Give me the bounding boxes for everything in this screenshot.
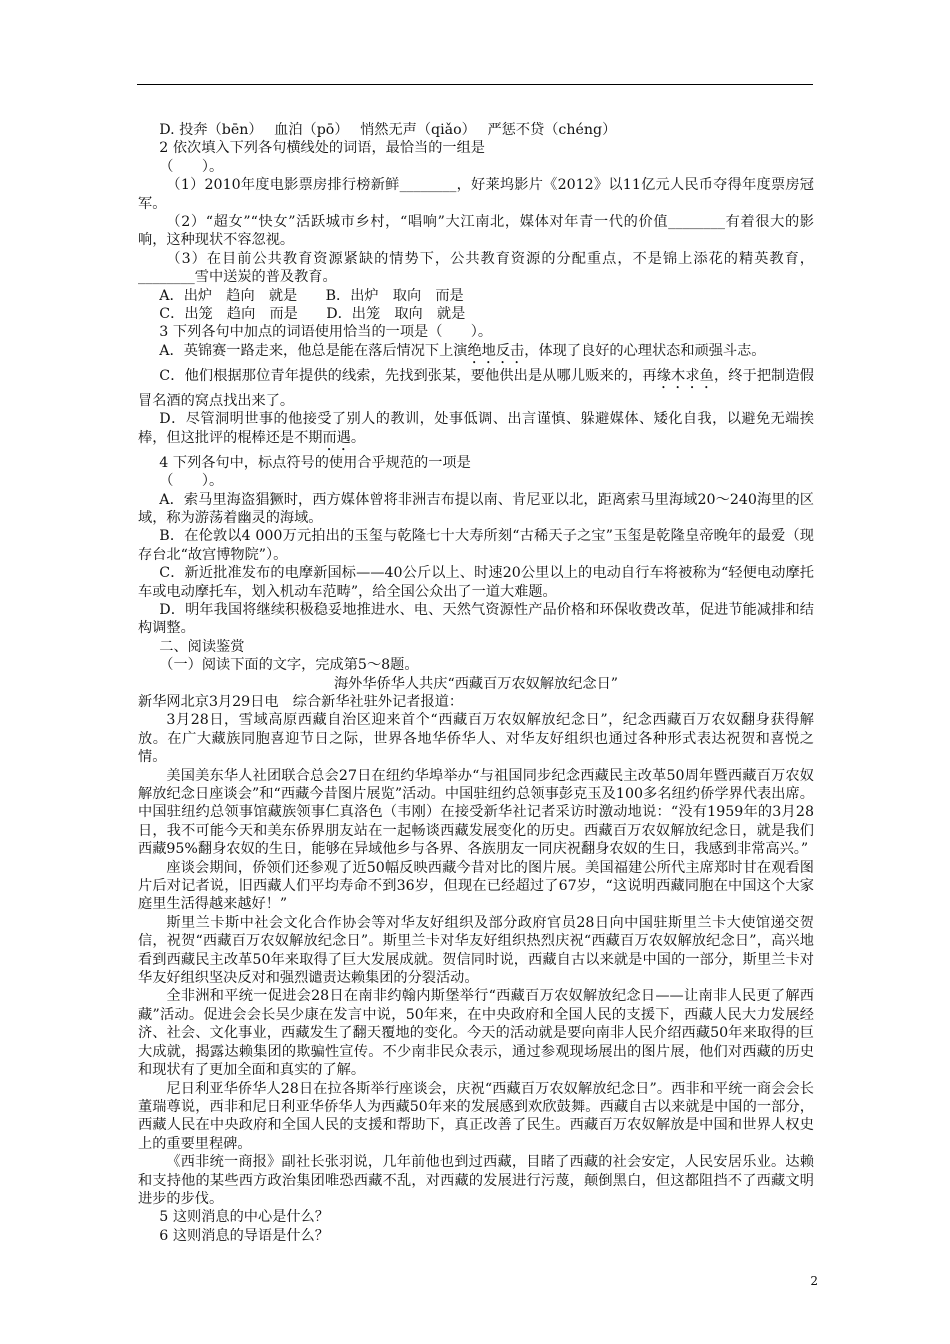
article-paragraph-4: 斯里兰卡斯中社会文化合作协会等对华友好组织及部分政府官员28日向中国驻斯里兰卡大使馆递交贺信，祝贺“西藏百万农奴解放纪念日”。斯里兰卡对华友好组织热烈庆祝“西藏百万农奴解放纪念日”，高兴地看到西藏民主改革50年来取得了巨大发展成就。贺信同时说，西藏自古以来就是中国的一部分，斯里兰卡对华友好组织坚决反对和强烈谴责达赖集团的分裂活动。 xyxy=(138,914,814,987)
question-2-sentence-1: （1）2010年度电影票房排行榜新鲜________，好莱坞影片《2012》以11亿元人民币夺得年度票房冠军。 xyxy=(138,177,814,212)
question-2-options-ab: A．出炉 趋向 就是 B．出炉 取向 而是 xyxy=(159,287,464,304)
question-2-stem: 2 依次填入下列各句横线处的词语，最恰当的一组是 xyxy=(159,140,485,157)
question-3-option-d xyxy=(138,410,814,453)
question-3-option-c xyxy=(138,367,814,410)
question-4-option-a: A．索马里海盗猖獗时，西方媒体曾将非洲吉布提以南、肯尼亚以北，距离索马里海域20～240海里的区域，称为游荡着幽灵的海域。 xyxy=(138,491,814,526)
section-2-heading: 二、阅读鉴赏 xyxy=(159,638,245,655)
option-text: ，终于把制造假冒名酒的窝点找出来了。 xyxy=(138,367,814,409)
section-2-subheading: （一）阅读下面的文字，完成第5～8题。 xyxy=(159,657,419,674)
question-4-option-c: C．新近批准发布的电摩新国标——40公斤以上、时速20公里以上的电动自行车将被称为“轻便电动摩托车或电动摩托车，划入机动车范畴”，给全国公众出了一道大难题。 xyxy=(138,565,814,600)
question-2-sentence-3: （3）在目前公共教育资源紧缺的情势下，公共教育资源的分配重点，不是锦上添花的精英教育，________雪中送炭的普及教育。 xyxy=(138,250,814,286)
question-2-sentence-2: （2）“超女”“快女”活跃城市乡村，“唱响”大江南北，媒体对年青一代的价值________有着很大的影响，这种现状不容忽视。 xyxy=(138,214,814,249)
dotted-term: 而遇 xyxy=(322,429,351,446)
dotted-term: 缘木求鱼 xyxy=(656,367,714,384)
article-paragraph-5: 全非洲和平统一促进会28日在南非约翰内斯堡举行“西藏百万农奴解放纪念日——让南非人民更了解西藏”活动。促进会会长吴少康在发言中说，50年来，在中央政府和全国人民的支援下，西藏人民大力发展经济、社会、文化事业，西藏发生了翻天覆地的变化。今天的活动就是要向南非人民介绍西藏50年来取得的巨大成就，揭露达赖集团的欺骗性宣传。不少南非民众表示，通过参观现场展出的图片展，他们对西藏的历史和现状有了更加全面和真实的了解。 xyxy=(138,988,814,1079)
article-paragraph-7: 《西非统一商报》副社长张羽说，几年前他也到过西藏，目睹了西藏的社会安定，人民安居乐业。达赖和支持他的某些西方政治集团唯恐西藏不乱，对西藏的发展进行污蔑，颠倒黑白，但这都阻挡不了西藏文明进步的步伐。 xyxy=(138,1154,814,1207)
question-5: 5 这则消息的中心是什么？ xyxy=(159,1209,329,1226)
question-2-paren: （ ）。 xyxy=(159,158,224,175)
article-paragraph-2: 美国美东华人社团联合总会27日在纽约华埠举办“与祖国同步纪念西藏民主改革50周年暨西藏百万农奴解放纪念日座谈会”和“西藏今昔图片展览”活动。中国驻纽约总领事彭克玉及100多名纽约侨学界代表出席。中国驻纽约总领事馆藏族领事仁真洛色（韦刚）在接受新华社记者采访时激动地说：“没有1959年的3月28日，我不可能今天和美东侨界朋友站在一起畅谈西藏发展变化的历史。西藏百万农奴解放纪念日，就是我们西藏95%翻身农奴的生日，能够在异域他乡与各界、各族朋友一同庆祝翻身农奴的生日，我感到非常高兴。” xyxy=(138,767,814,858)
question-4-paren: （ ）。 xyxy=(159,473,224,490)
document-body xyxy=(138,121,814,1245)
option-text: A．英锦赛一路走来，他总是能在落后情况下上演 xyxy=(159,342,468,359)
article-paragraph-6: 尼日利亚华侨华人28日在拉各斯举行座谈会，庆祝“西藏百万农奴解放纪念日”。西非和平统一商会会长董瑞尊说，西非和尼日利亚华侨华人为西藏50年来的发展感到欢欣鼓舞。西藏自古以来就是中国的一部分，西藏人民在中央政府和全国人民的支援和帮助下，真正改善了民生。西藏百万农奴解放是中国和世界人权史上的重要里程碑。 xyxy=(138,1080,814,1152)
question-4-option-b: B．在伦敦以4 000万元拍出的玉玺与乾隆七十大寿所刻“古稀天子之宝”玉玺是乾隆皇帝晚年的最爱（现存台北“故宫博物院”）。 xyxy=(138,528,814,563)
article-title: 海外华侨华人共庆“西藏百万农奴解放纪念日” xyxy=(333,675,619,692)
header-rule xyxy=(137,84,813,85)
option-text: 。 xyxy=(350,429,366,446)
question-3-stem: 3 下列各句中加点的词语使用恰当的一项是（ ）。 xyxy=(159,324,493,341)
question-3-option-a xyxy=(138,342,814,367)
question-6: 6 这则消息的导语是什么？ xyxy=(159,1227,329,1244)
question-2-options-cd: C．出笼 趋向 而是 D．出笼 取向 就是 xyxy=(159,306,466,323)
article-dateline: 新华网北京3月29日电 综合新华社驻外记者报道： xyxy=(138,693,464,710)
page-number: 2 xyxy=(810,1274,818,1288)
article-paragraph-1: 3月28日，雪域高原西藏自治区迎来首个“西藏百万农奴解放纪念日”，纪念西藏百万农奴翻身获得解放。在广大藏族同胞喜迎节日之际，世界各地华侨华人、对华友好组织也通过各种形式表达祝贺和喜悦之情。 xyxy=(138,712,814,766)
question-4-option-d: D．明年我国将继续积极稳妥地推进水、电、天然气资源性产品价格和环保收费改革，促进节能减排和结构调整。 xyxy=(138,601,814,637)
question-4-stem: 4 下列各句中，标点符号的使用合乎规范的一项是 xyxy=(159,454,471,471)
dotted-term: 绝地反击 xyxy=(467,342,525,359)
option-text: ，体现了良好的心理状态和顽强斗志。 xyxy=(524,342,766,359)
option-text: C．他们根据那位青年提供的线索，先找到张某，要他供出是从哪儿贩来的，再 xyxy=(159,367,657,384)
article-paragraph-3: 座谈会期间，侨领们还参观了近50幅反映西藏今昔对比的图片展。美国福建公所代主席郑时甘在观看图片后对记者说，旧西藏人们平均寿命不到36岁，但现在已经超过了67岁，“这说明西藏同胞在中国这个大家庭里生活得越来越好！” xyxy=(138,859,814,913)
option-d-line: D. 投奔（bēn） 血泊（pō） 悄然无声（qiǎo） 严惩不贷（chéng） xyxy=(159,122,617,138)
option-text: D．尽管洞明世事的他接受了别人的教训，处事低调、出言谨慎、躲避媒体、矮化自我，以避免无端挨棒，但这批评的棍棒还是不期 xyxy=(138,411,814,446)
